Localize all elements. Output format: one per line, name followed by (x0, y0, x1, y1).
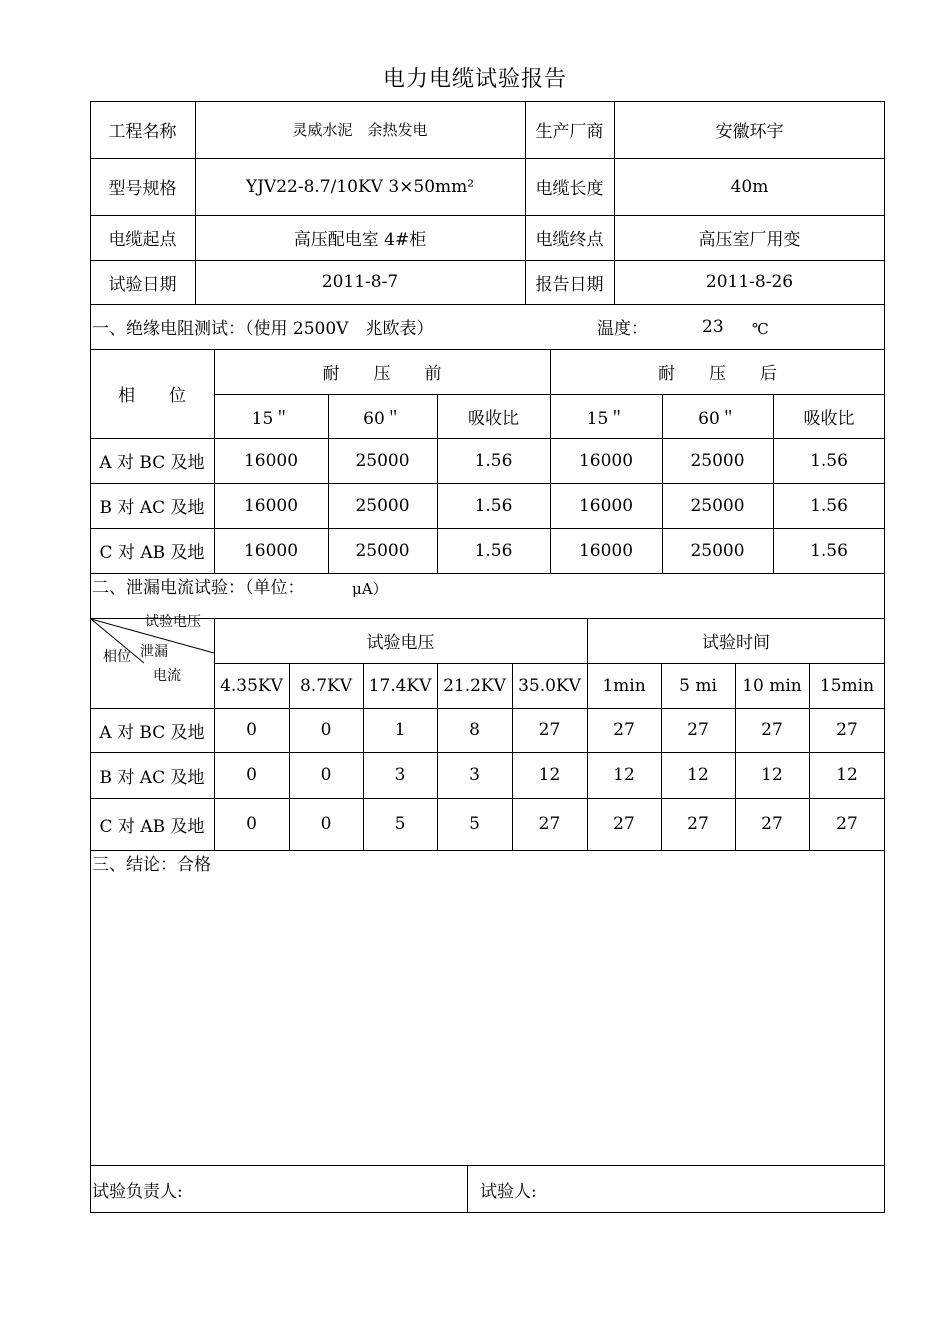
insulation-value-cell: 16000 (578, 495, 634, 516)
start-label: 电缆起点 (108, 230, 177, 250)
leakage-value-cell: 5 (394, 814, 406, 834)
leakage-value-cell: 0 (246, 720, 257, 740)
before-withstand-header: 耐 压 前 (322, 364, 442, 384)
leakage-value-cell: 12 (538, 765, 561, 785)
time-col-header: 10 min (742, 675, 802, 696)
insulation-phase-cell: A 对 BC 及地 (99, 453, 205, 473)
col-15s-before: 15＂ (251, 408, 291, 429)
tester-signature: 试验人: (480, 1181, 537, 1202)
test-date-value: 2011-8-7 (321, 272, 399, 292)
leakage-value-cell: 0 (246, 765, 257, 785)
insulation-value-cell: 25000 (690, 495, 745, 516)
corner-test-voltage: 试验电压 (145, 614, 201, 630)
voltage-col-header: 17.4KV (368, 675, 432, 696)
insulation-value-cell: 25000 (355, 495, 410, 516)
voltage-col-header: 8.7KV (299, 675, 352, 696)
leakage-value-cell: 8 (469, 720, 480, 740)
length-label: 电缆长度 (535, 179, 604, 199)
project-value: 灵威水泥 余热发电 (292, 121, 428, 139)
leakage-value-cell: 27 (538, 814, 561, 834)
insulation-value-cell: 16000 (243, 540, 299, 561)
leakage-phase-cell: C 对 AB 及地 (99, 816, 205, 837)
leakage-value-cell: 12 (836, 765, 858, 785)
insulation-phase-cell: B 对 AC 及地 (99, 498, 205, 518)
temperature-label: 温度： (597, 319, 648, 339)
col-15s-after: 15＂ (586, 408, 626, 429)
end-label: 电缆终点 (535, 230, 604, 250)
test-date-label: 试验日期 (108, 274, 177, 295)
leakage-value-cell: 12 (761, 765, 783, 785)
leakage-value-cell: 1 (394, 720, 406, 740)
page-title: 电力电缆试验报告 (382, 67, 567, 92)
time-col-header: 15min (819, 675, 875, 696)
col-60s-after: 60＂ (698, 408, 737, 429)
insulation-value-cell: 25000 (690, 540, 745, 561)
leakage-phase-cell: A 对 BC 及地 (99, 722, 205, 743)
project-label: 工程名称 (108, 122, 177, 142)
insulation-value-cell: 25000 (355, 450, 410, 471)
insulation-value-cell: 1.56 (474, 540, 513, 561)
leakage-value-cell: 3 (394, 765, 406, 785)
leakage-value-cell: 0 (246, 814, 257, 834)
voltage-col-header: 21.2KV (443, 675, 506, 696)
report-date-value: 2011-8-26 (705, 272, 794, 292)
maker-label: 生产厂商 (535, 122, 604, 142)
leakage-value-cell: 27 (687, 814, 709, 834)
col-absorption-before: 吸收比 (468, 408, 519, 429)
after-withstand-header: 耐 压 后 (658, 364, 777, 384)
time-col-header: 5 mi (679, 675, 717, 696)
time-col-header: 1min (602, 675, 646, 696)
model-value: YJV22-8.7/10KV 3×50mm² (245, 176, 475, 197)
insulation-value-cell: 16000 (243, 450, 299, 471)
leakage-phase-cell: B 对 AC 及地 (99, 767, 205, 788)
insulation-value-cell: 1.56 (474, 495, 513, 516)
corner-phase: 相位 (103, 649, 131, 665)
start-value: 高压配电室 4#柜 (293, 230, 427, 250)
temperature-unit: ℃ (752, 319, 769, 338)
leakage-value-cell: 27 (761, 720, 783, 740)
insulation-value-cell: 1.56 (810, 450, 848, 471)
voltage-group-header: 试验电压 (366, 633, 435, 653)
leakage-value-cell: 0 (320, 765, 332, 785)
leakage-value-cell: 27 (761, 814, 783, 834)
leakage-value-cell: 27 (687, 720, 709, 740)
insulation-value-cell: 1.56 (810, 540, 848, 561)
leakage-value-cell: 27 (613, 814, 635, 834)
maker-value: 安徽环宇 (715, 122, 784, 142)
leakage-heading: 二、泄漏电流试验：（单位： (92, 577, 305, 598)
insulation-value-cell: 16000 (243, 495, 299, 516)
insulation-heading: 一、绝缘电阻测试：（使用 2500V 兆欧表） (92, 319, 434, 339)
model-label: 型号规格 (108, 179, 177, 199)
leakage-value-cell: 27 (613, 720, 635, 740)
test-lead-signature: 试验负责人: (92, 1181, 183, 1202)
col-60s-before: 60＂ (363, 408, 402, 429)
leakage-value-cell: 3 (469, 765, 480, 785)
insulation-value-cell: 1.56 (810, 495, 848, 516)
voltage-col-header: 35.0KV (518, 675, 581, 696)
conclusion: 三、结论：合格 (92, 854, 211, 875)
voltage-col-header: 4.35KV (220, 675, 283, 696)
corner-leakage: 泄漏 (140, 644, 168, 660)
leakage-value-cell: 0 (320, 720, 332, 740)
insulation-value-cell: 16000 (578, 450, 634, 471)
leakage-value-cell: 12 (613, 765, 635, 785)
corner-current: 电流 (153, 668, 181, 684)
length-value: 40m (730, 176, 769, 197)
insulation-value-cell: 1.56 (474, 450, 513, 471)
col-absorption-after: 吸收比 (803, 408, 855, 429)
time-group-header: 试验时间 (702, 633, 770, 653)
leakage-value-cell: 27 (836, 814, 858, 834)
report-date-label: 报告日期 (535, 274, 604, 295)
leakage-value-cell: 5 (469, 814, 480, 834)
temperature-value: 23 (702, 316, 724, 337)
leakage-value-cell: 27 (836, 720, 858, 740)
leakage-value-cell: 0 (320, 814, 332, 834)
leakage-unit: μA） (352, 579, 388, 598)
insulation-value-cell: 25000 (690, 450, 745, 471)
insulation-phase-cell: C 对 AB 及地 (99, 543, 205, 563)
phase-header: 相 位 (118, 386, 186, 406)
insulation-value-cell: 16000 (578, 540, 634, 561)
leakage-value-cell: 12 (687, 765, 709, 785)
end-value: 高压室厂用变 (698, 230, 801, 250)
insulation-value-cell: 25000 (355, 540, 410, 561)
leakage-value-cell: 27 (538, 720, 561, 740)
